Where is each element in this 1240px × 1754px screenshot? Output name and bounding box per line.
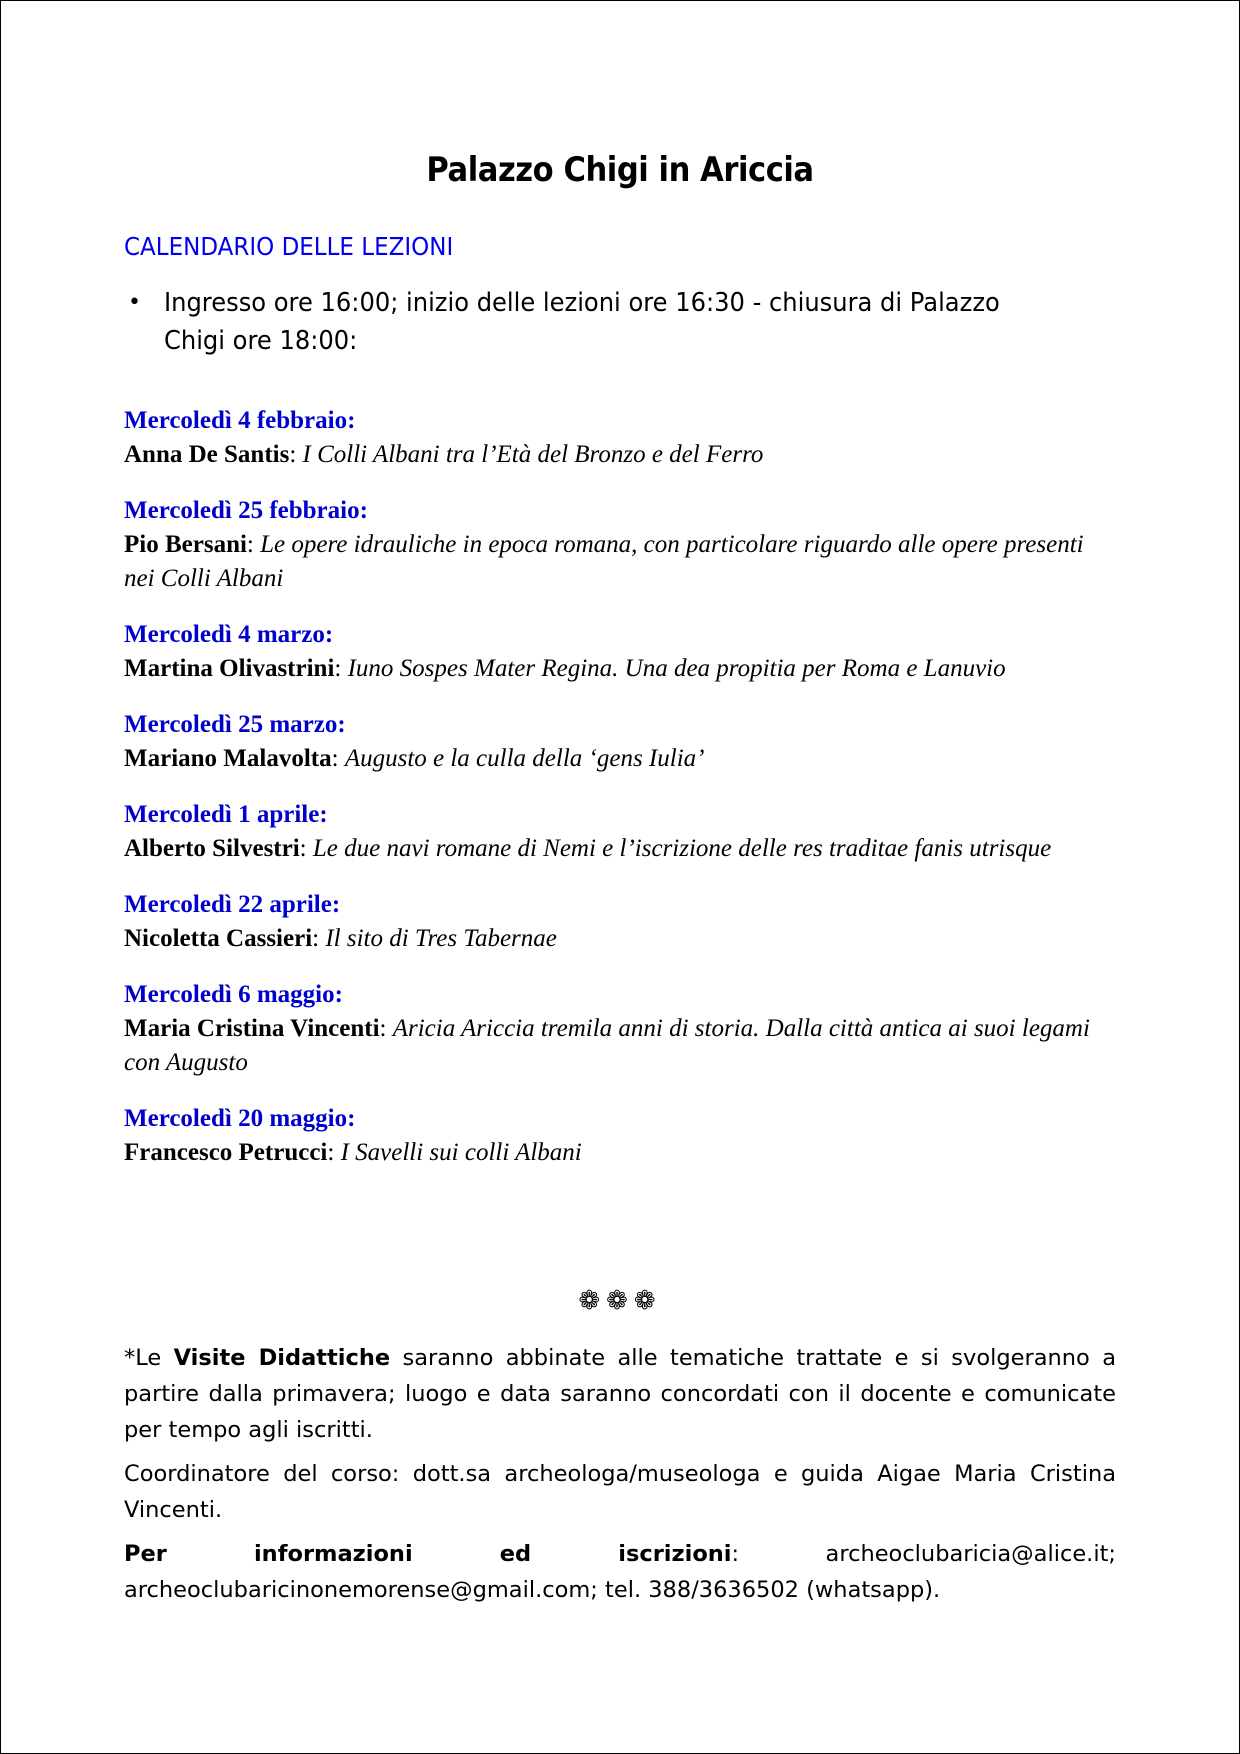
lecture-line: Pio Bersani: Le opere idrauliche in epoca romana, con particolare riguardo alle opere presenti nei Colli Albani (124, 531, 1084, 592)
lecture-entry (124, 494, 1114, 596)
lecture-list (124, 404, 1114, 1192)
lecture-entry (124, 798, 1114, 866)
coordinator-note: Coordinatore del corso: dott.sa archeologa/museologa e guida Aigae Maria Cristina Vincenti. (124, 1461, 1116, 1523)
lecture-line: Francesco Petrucci: I Savelli sui colli Albani (124, 1139, 582, 1166)
lecture-date: Mercoledì 20 maggio: (124, 1105, 356, 1132)
lecture-speaker: Nicoletta Cassieri (124, 925, 313, 952)
lecture-topic: Le opere idrauliche in epoca romana, con particolare riguardo alle opere presenti nei Colli Albani (124, 531, 1084, 592)
lecture-topic: I Savelli sui colli Albani (340, 1139, 582, 1166)
lecture-speaker: Pio Bersani (124, 531, 247, 558)
lecture-entry (124, 708, 1114, 776)
lecture-date: Mercoledì 22 aprile: (124, 891, 341, 918)
visite-text: saranno abbinate alle tematiche trattate e si svolgeranno a partire dalla primavera; luogo e data saranno concordati con il docente e comunicate per tempo agli iscritti. (124, 1345, 1116, 1443)
visite-bold: Visite Didattiche (173, 1345, 391, 1371)
page-title: Palazzo Chigi in Ariccia (426, 150, 814, 190)
visite-prefix: *Le (124, 1345, 174, 1371)
info-note (124, 1536, 1116, 1608)
lecture-entry (124, 1102, 1114, 1170)
notes-section (124, 1340, 1116, 1616)
lecture-speaker: Maria Cristina Vincenti (124, 1015, 380, 1042)
lecture-line: Maria Cristina Vincenti: Aricia Ariccia tremila anni di storia. Dalla città antica ai suoi legami con Augusto (124, 1015, 1090, 1076)
lecture-topic: Aricia Ariccia tremila anni di storia. Dalla città antica ai suoi legami con Augusto (124, 1015, 1090, 1076)
lecture-topic: Augusto e la culla della ‘gens Iulia’ (344, 745, 705, 772)
ornament-divider: ❁❁❁ (578, 1286, 662, 1316)
lecture-date: Mercoledì 4 marzo: (124, 621, 334, 648)
info-bold: Per informazioni ed iscrizioni (124, 1541, 732, 1567)
lecture-speaker: Anna De Santis (124, 441, 290, 468)
lecture-date: Mercoledì 1 aprile: (124, 801, 328, 828)
lecture-topic: Iuno Sospes Mater Regina. Una dea propitia per Roma e Lanuvio (347, 655, 1006, 682)
lecture-date: Mercoledì 6 maggio: (124, 981, 343, 1008)
lecture-line: Alberto Silvestri: Le due navi romane di Nemi e l’iscrizione delle res traditae fanis utrisque (124, 835, 1052, 862)
lecture-entry (124, 888, 1114, 956)
lecture-date: Mercoledì 25 marzo: (124, 711, 346, 738)
lecture-topic: I Colli Albani tra l’Età del Bronzo e del Ferro (302, 441, 764, 468)
lecture-line: Nicoletta Cassieri: Il sito di Tres Tabernae (124, 925, 557, 952)
lecture-line: Anna De Santis: I Colli Albani tra l’Età del Bronzo e del Ferro (124, 441, 764, 468)
lecture-line: Mariano Malavolta: Augusto e la culla della ‘gens Iulia’ (124, 745, 705, 772)
lecture-speaker: Martina Olivastrini (124, 655, 335, 682)
lecture-line: Martina Olivastrini: Iuno Sospes Mater Regina. Una dea propitia per Roma e Lanuvio (124, 655, 1006, 682)
bullet-icon: • (128, 290, 141, 315)
lecture-entry (124, 978, 1114, 1080)
lecture-topic: Il sito di Tres Tabernae (325, 925, 557, 952)
lecture-speaker: Alberto Silvestri (124, 835, 300, 862)
info-text: : archeoclubaricia@alice.it; archeoclubaricinonemorense@gmail.com; tel. 388/3636502 (whatsapp). (124, 1541, 1116, 1603)
lecture-date: Mercoledì 4 febbraio: (124, 407, 356, 434)
schedule-text: Ingresso ore 16:00; inizio delle lezioni ore 16:30 - chiusura di Palazzo Chigi ore 18:00: (164, 288, 1000, 356)
lecture-entry (124, 404, 1114, 472)
lecture-speaker: Mariano Malavolta (124, 745, 332, 772)
lecture-speaker: Francesco Petrucci (124, 1139, 328, 1166)
lecture-topic: Le due navi romane di Nemi e l’iscrizione delle res traditae fanis utrisque (312, 835, 1052, 862)
calendar-heading: CALENDARIO DELLE LEZIONI (124, 232, 454, 261)
visite-note (124, 1340, 1116, 1448)
lecture-date: Mercoledì 25 febbraio: (124, 497, 368, 524)
lecture-entry (124, 618, 1114, 686)
